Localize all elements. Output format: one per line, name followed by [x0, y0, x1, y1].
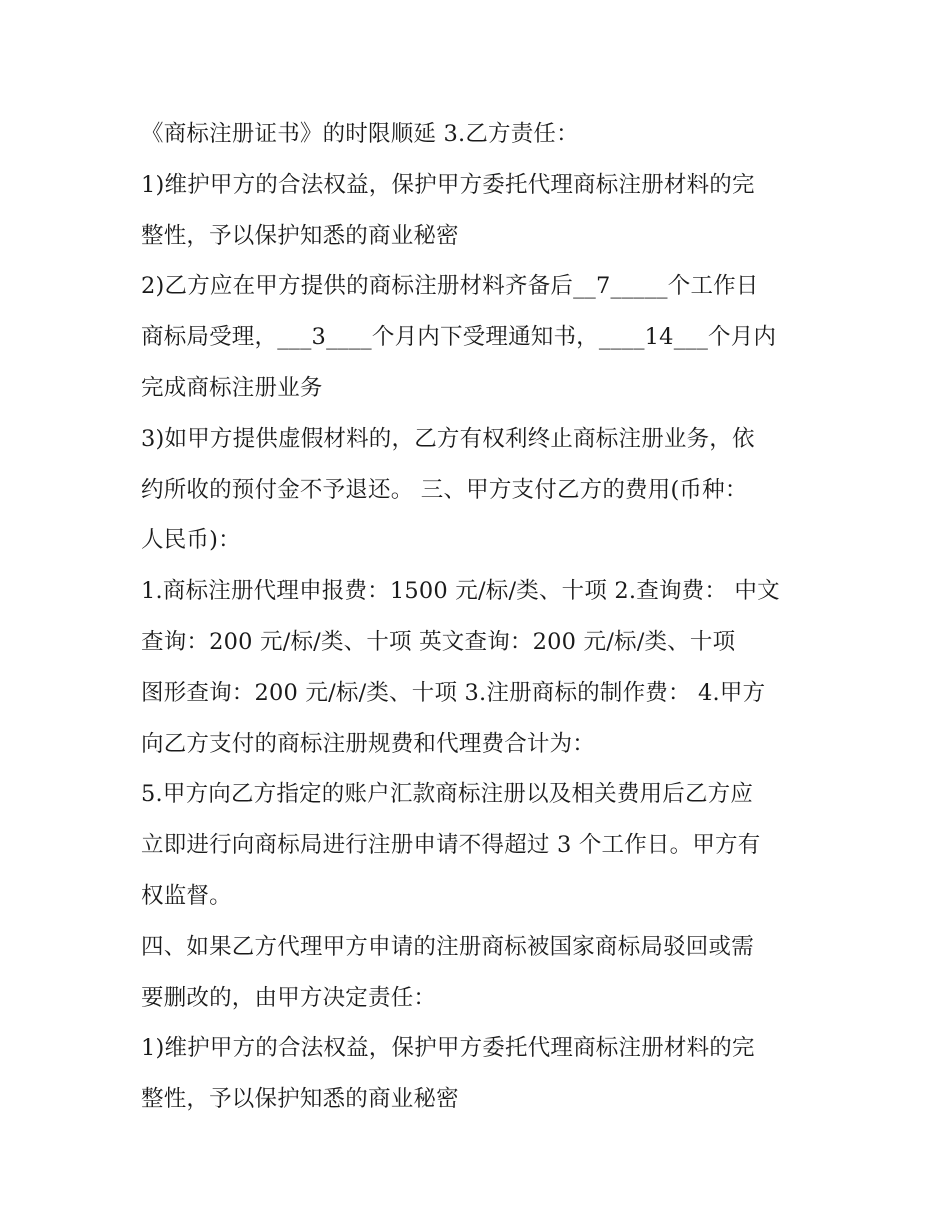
text-line: 权监督。 [141, 882, 232, 909]
text-line: 商标局受理，___3____个月内下受理通知书，____14___个月内 [141, 324, 777, 351]
text-line: 人民币)： [141, 527, 241, 554]
text-line: 图形查询：200 元/标/类、十项 3.注册商标的制作费： 4.甲方 [141, 679, 766, 706]
text-line: 整性，予以保护知悉的商业秘密 [141, 222, 459, 249]
text-line: 约所收的预付金不予退还。 三、甲方支付乙方的费用(币种： [141, 476, 748, 503]
text-line: 5.甲方向乙方指定的账户汇款商标注册以及相关费用后乙方应 [141, 781, 754, 808]
text-line: 向乙方支付的商标注册规费和代理费合计为： [141, 730, 596, 757]
text-line: 四、如果乙方代理甲方申请的注册商标被国家商标局驳回或需 [141, 933, 754, 960]
document-body [141, 109, 831, 1125]
text-line: 要删改的，由甲方决定责任： [141, 984, 437, 1011]
text-line: 整性，予以保护知悉的商业秘密 [141, 1086, 459, 1113]
text-line: 《商标注册证书》的时限顺延 3.乙方责任： [141, 121, 579, 147]
text-line: 3)如甲方提供虚假材料的，乙方有权利终止商标注册业务，依 [141, 425, 755, 452]
text-line: 1)维护甲方的合法权益，保护甲方委托代理商标注册材料的完 [141, 171, 755, 198]
text-line: 2)乙方应在甲方提供的商标注册材料齐备后__7_____个工作日 [141, 273, 759, 300]
text-line: 完成商标注册业务 [141, 374, 323, 401]
text-line: 1)维护甲方的合法权益，保护甲方委托代理商标注册材料的完 [141, 1035, 755, 1062]
text-line: 立即进行向商标局进行注册申请不得超过 3 个工作日。甲方有 [141, 832, 761, 859]
text-line: 查询：200 元/标/类、十项 英文查询：200 元/标/类、十项 [141, 628, 736, 655]
text-line: 1.商标注册代理申报费：1500 元/标/类、十项 2.查询费： 中文 [141, 578, 780, 605]
